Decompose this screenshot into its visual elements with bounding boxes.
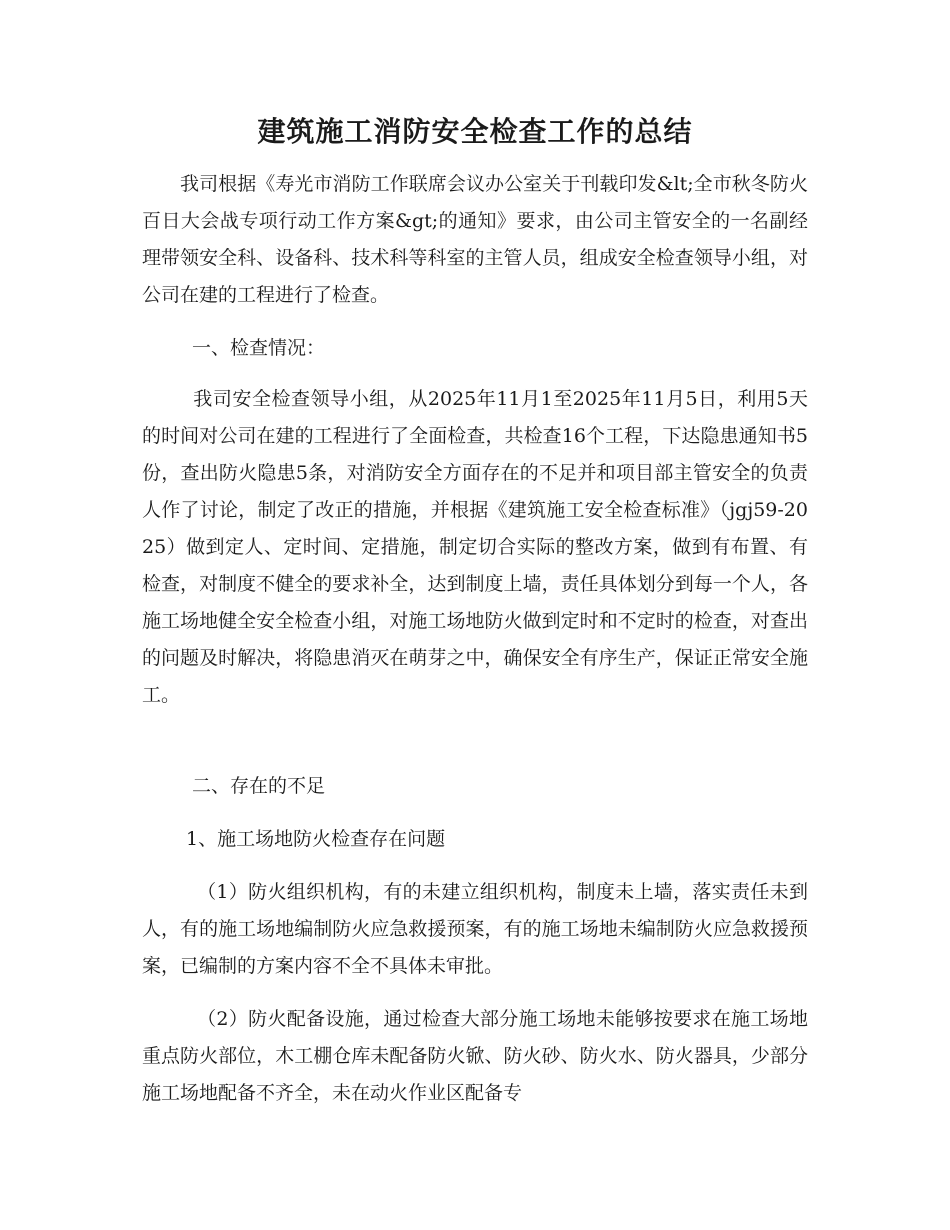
section1-paragraph: 我司安全检查领导小组，从2025年11月1至2025年11月5日，利用5天的时间对公司在建的工程进行了全面检查，共检查16个工程，下达隐患通知书5份，查出防火隐患5条，对消防安全方面存在的不足并和项目部主管安全的负责人作了讨论，制定了改正的措施，并根据《建筑施工安全检查标准》（jgj59-2025）做到定人、定时间、定措施，制定切合实际的整改方案，做到有布置、有检查，对制度不健全的要求补全，达到制度上墙，责任具体划分到每一个人，各施工场地健全安全检查小组，对施工场地防火做到定时和不定时的检查，对查出的问题及时解决，将隐患消灭在萌芽之中，确保安全有序生产，保证正常安全施工。	[142, 388, 808, 706]
document-title: 建筑施工消防安全检查工作的总结	[257, 115, 693, 148]
intro-paragraph: 我司根据《寿光市消防工作联席会议办公室关于刊载印发&lt;全市秋冬防火百日大会战专项行动工作方案&gt;的通知》要求，由公司主管安全的一名副经理带领安全科、设备科、技术科等科室的主管人员，组成安全检查领导小组，对公司在建的工程进行了检查。	[142, 173, 808, 306]
item2-paragraph: （2）防火配备设施，通过检查大部分施工场地未能够按要求在施工场地重点防火部位，木工棚仓库未配备防火锨、防火砂、防火水、防火器具，少部分施工场地配备不齐全，未在动火作业区配备专	[142, 1008, 808, 1104]
section1-heading: 一、检查情况：	[192, 337, 326, 359]
section2-heading: 二、存在的不足	[192, 775, 326, 797]
item1-paragraph: （1）防火组织机构，有的未建立组织机构，制度未上墙，落实责任未到人，有的施工场地编制防火应急救援预案，有的施工场地未编制防火应急救援预案，已编制的方案内容不全不具体未审批。	[142, 881, 808, 977]
subsection1-heading: 1、施工场地防火检查存在问题	[186, 828, 446, 850]
